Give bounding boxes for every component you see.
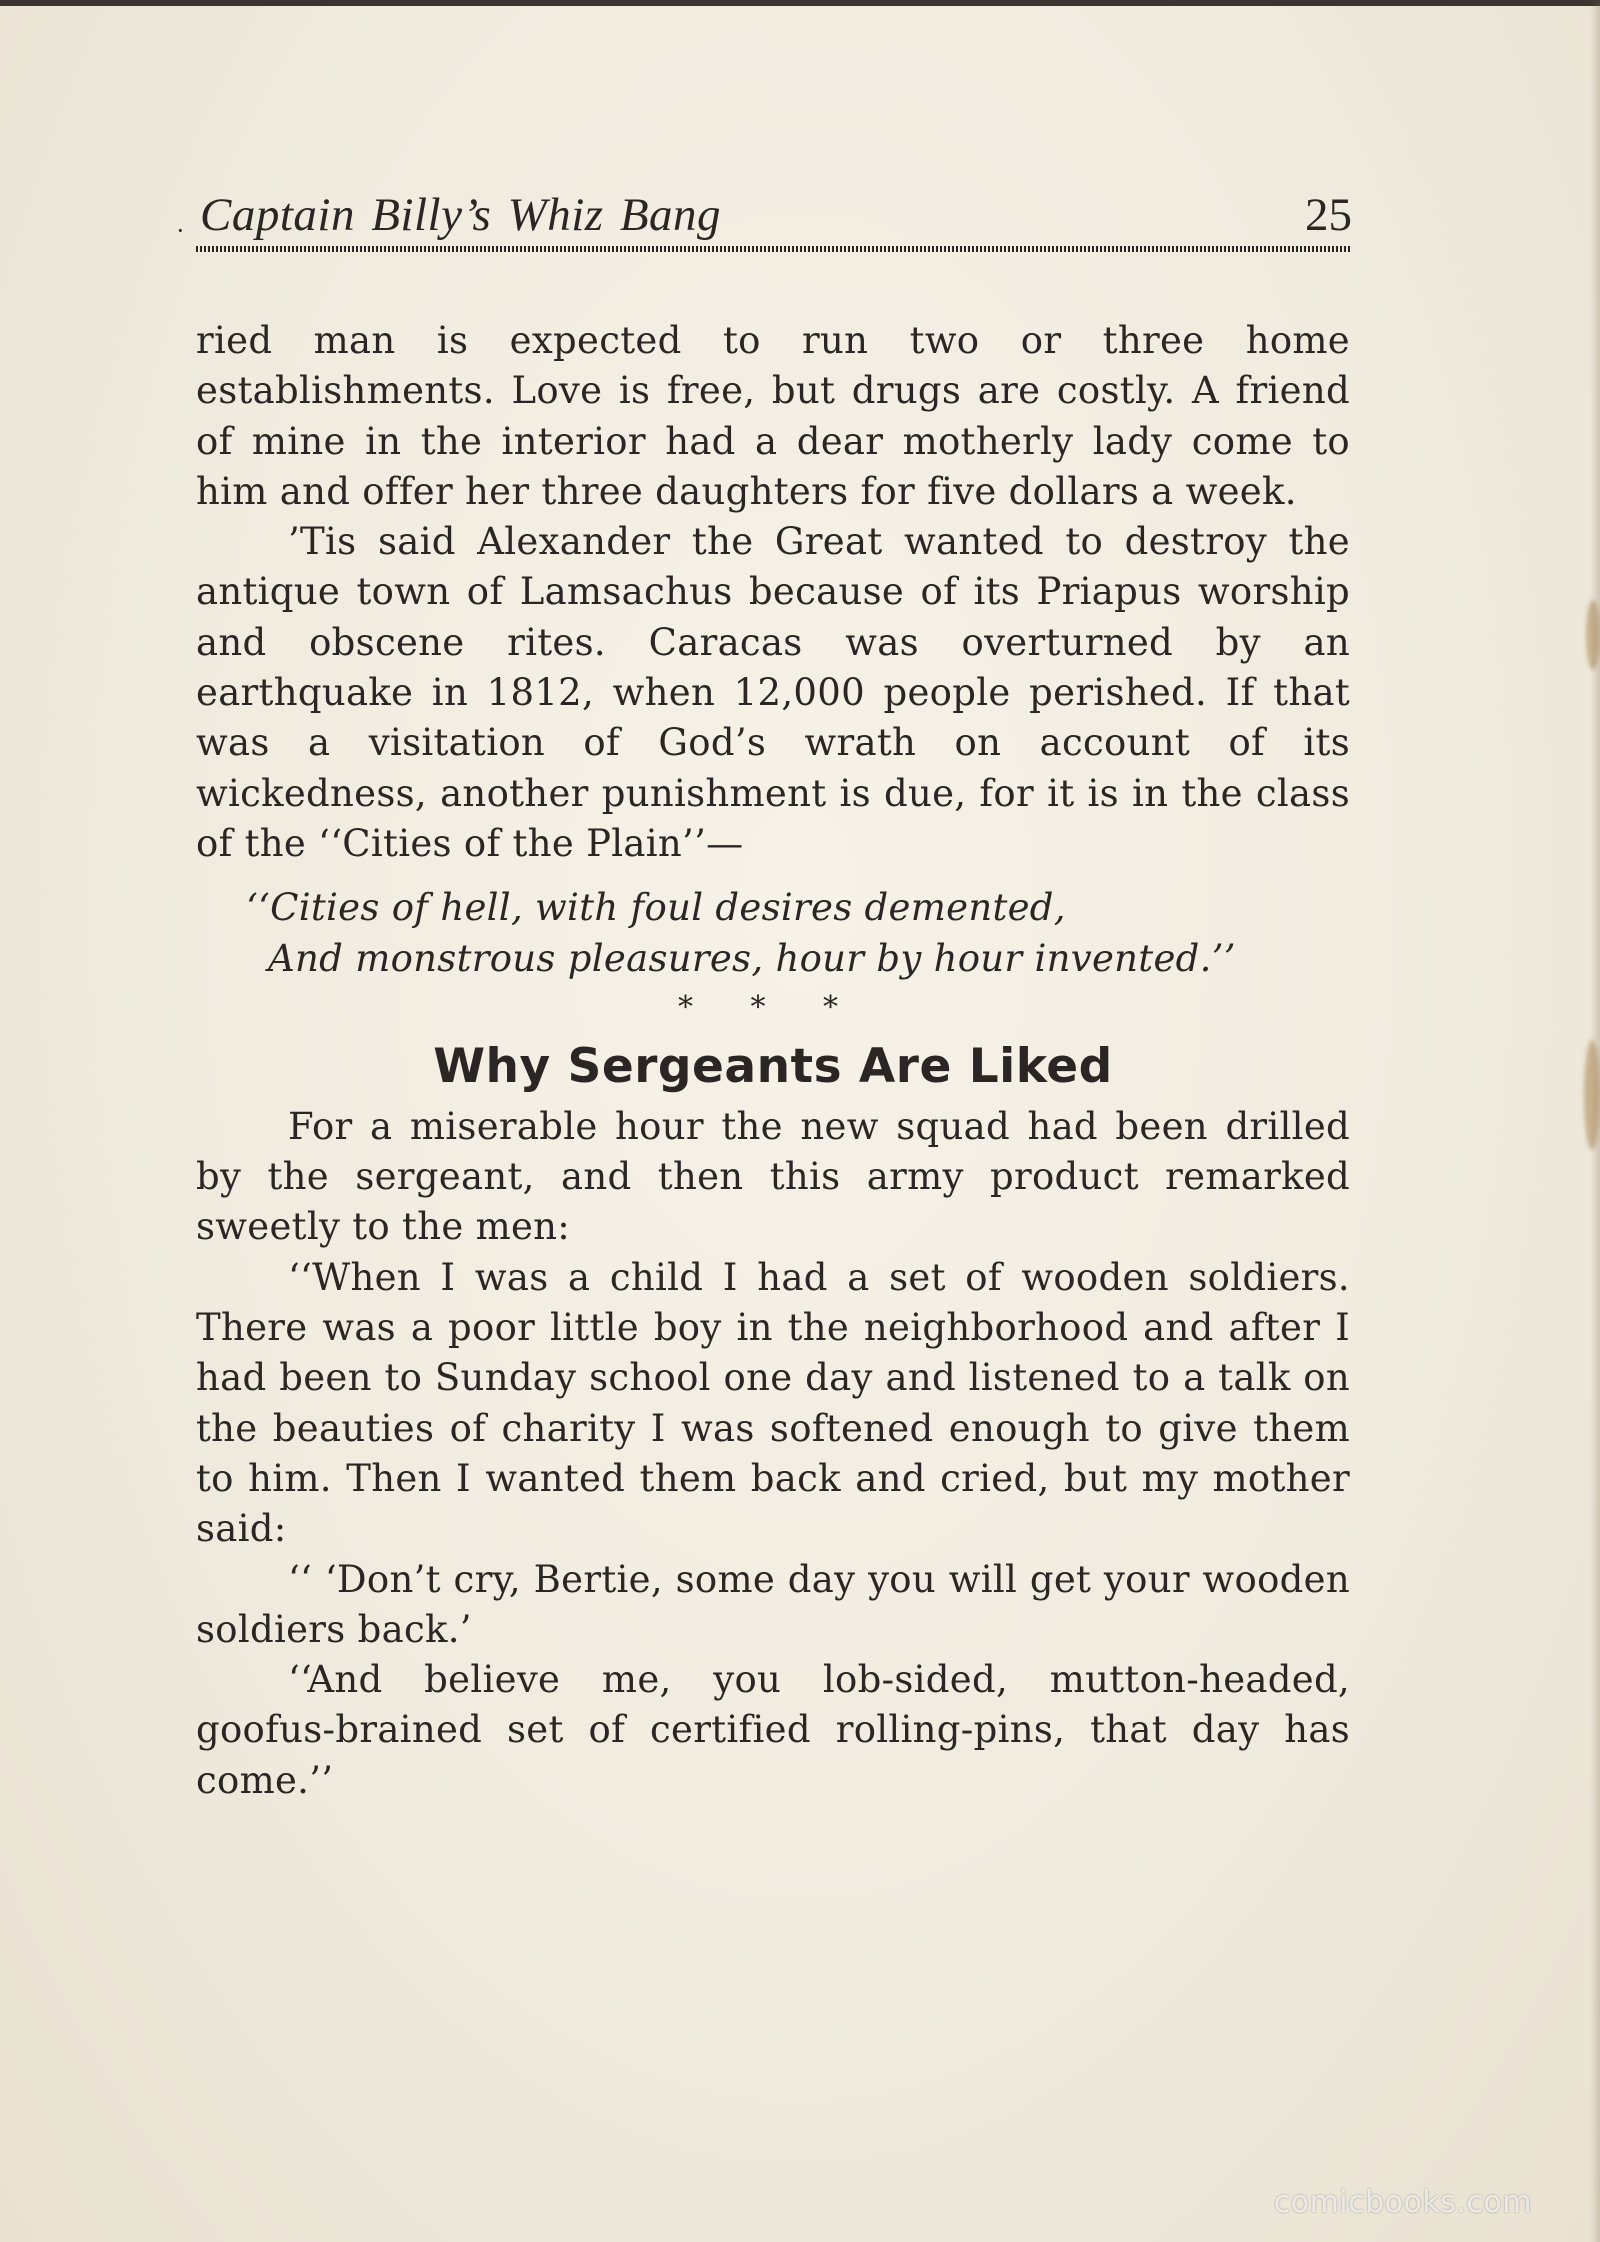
paragraph-continued: ried man is expected to run two or three home establishments. Love is free, but drugs are costly. A friend of mine in the interior had a dear motherly lady come to him and offer her three daughters for five dollars a week. (196, 319, 1350, 513)
verse-line: And monstrous pleasures, hour by hour invented.’’ (268, 936, 1236, 980)
paper-stain (1586, 600, 1600, 670)
page-top-edge (0, 0, 1600, 6)
paragraph: ‘‘And believe me, you lob-sided, mutton-headed, goofus-brained set of certified rolling-pins, that day has come.’’ (196, 1658, 1350, 1802)
article-body (196, 316, 1350, 1806)
paragraph: For a miserable hour the new squad had been drilled by the sergeant, and then this army product remarked sweetly to the men: (196, 1104, 1350, 1249)
verse-quote (196, 883, 1350, 984)
page-number: 25 (1305, 189, 1352, 241)
running-title: Captain Billy’s Whiz Bang (200, 189, 722, 241)
header-mark: · (176, 216, 185, 245)
paragraph: ’Tis said Alexander the Great wanted to destroy the antique town of Lamsachus because of its Priapus worship and obscene rites. Caracas was overturned by an earthquake in 1812, when 12,000 people perished. If that was a visitation of God’s wrath on account of its wickedness, another punishment is due, for it is in the class of the ‘‘Cities of the Plain’’— (196, 520, 1350, 865)
paper-stain (1584, 1040, 1600, 1150)
header-rule (196, 246, 1352, 252)
article-headline: Why Sergeants Are Liked (433, 1038, 1113, 1094)
section-divider: * * * (677, 989, 839, 1025)
running-header (176, 186, 1352, 254)
paragraph: ‘‘When I was a child I had a set of wooden soldiers. There was a poor little boy in the neighborhood and after I had been to Sunday school one day and listened to a talk on the beauties of charity I was softened enough to give them to him. Then I wanted them back and cried, but my mother said: (196, 1255, 1350, 1551)
watermark: comicbooks.com (1273, 2185, 1532, 2220)
verse-line: ‘‘Cities of hell, with foul desires demented, (246, 886, 1066, 930)
paragraph: ‘‘ ‘Don’t cry, Bertie, some day you will get your wooden soldiers back.’ (196, 1557, 1350, 1651)
